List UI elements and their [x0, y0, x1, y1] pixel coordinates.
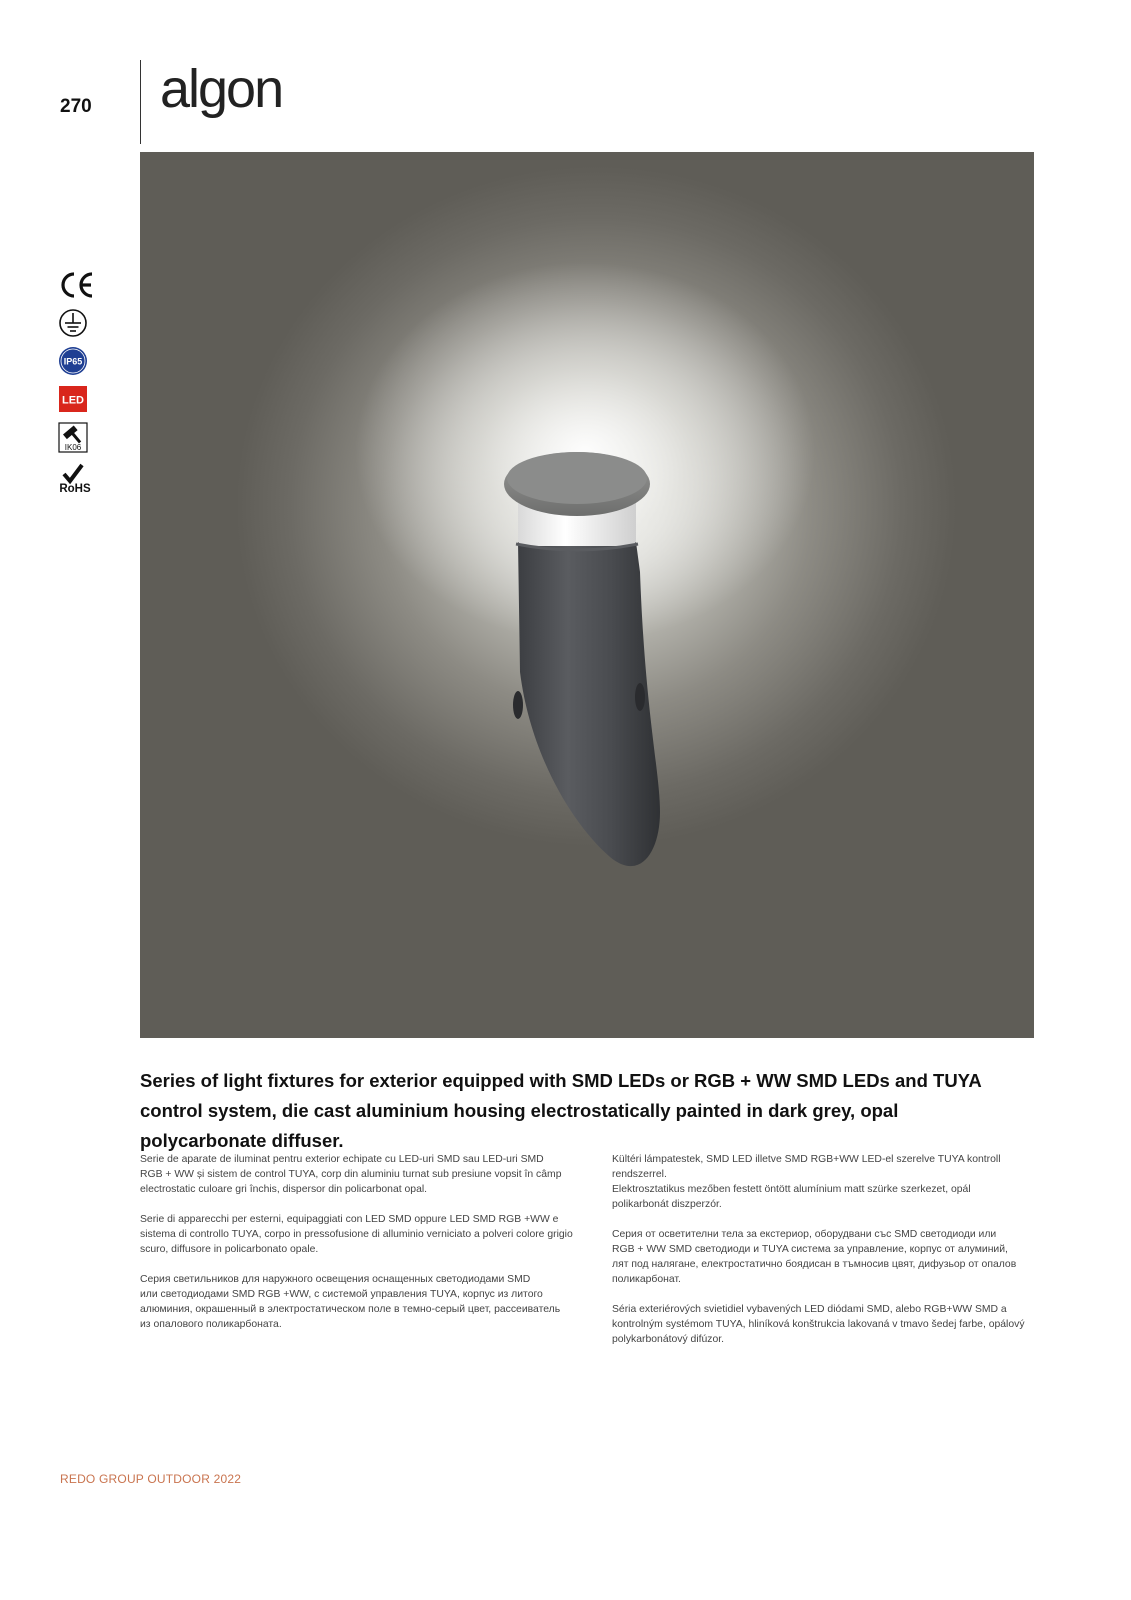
description-russian: Серия светильников для наружного освещения оснащенных светодиодами SMD или светодиодами SMD RGB +WW, с системой управления TUYA, корпус из литого алюминия, окрашенный в электростатическом поле в темно-серый цвет, рассеиватель из опалового поликарбоната.	[140, 1274, 561, 1330]
translations-left-column	[140, 1152, 590, 1347]
ik06-icon	[58, 422, 90, 454]
description-slovak: Séria exteriérových svietidiel vybavených LED diódami SMD, alebo RGB+WW SMD a kontrolným systémom TUYA, hliníková konštrukcia lakovaná v tmavo šedej farbe, opálový polykarbonátový difúzor.	[612, 1304, 1025, 1345]
description-italian: Serie di apparecchi per esterni, equipaggiati con LED SMD oppure LED SMD RGB +WW e sistema di controllo TUYA, corpo in pressofusione di alluminio verniciato a polveri colore grigio scuro, diffusore in policarbonato opale.	[140, 1214, 573, 1255]
page-number: 270	[60, 96, 92, 117]
svg-text:IK06: IK06	[64, 443, 82, 452]
svg-text:LED: LED	[62, 394, 84, 407]
description-hungarian: Kültéri lámpatestek, SMD LED illetve SMD RGB+WW LED-el szerelve TUYA kontroll rendszerrel. Elektrosztatikus mezőben festett öntött alumínium matt szürke szerkezet, opál polikarbonát diszperzór.	[612, 1154, 1001, 1210]
lead-description: Series of light fixtures for exterior equipped with SMD LEDs or RGB + WW SMD LEDs and TUYA control system, die cast aluminium housing electrostatically painted in dark grey, opal polycarbonate diffuser.	[140, 1070, 981, 1151]
description-bulgarian: Серия от осветителни тела за екстериор, оборудвани със SMD светодиоди или RGB + WW SMD светодиоди и TUYA система за управление, корпус от алуминий, лят под налягане, електростатично боядисан в тъмносив цвят, дифузьор от опалов поликарбонат.	[612, 1229, 1017, 1285]
ip65-icon	[58, 346, 90, 376]
wall-lamp-illustration	[140, 152, 1034, 1038]
earth-ground-icon	[58, 308, 90, 338]
svg-text:RoHS: RoHS	[59, 483, 91, 494]
product-title: algon	[160, 59, 283, 119]
rohs-icon	[58, 462, 96, 494]
description-romanian: Serie de aparate de iluminat pentru exterior echipate cu LED-uri SMD sau LED-uri SMD RGB + WW și sistem de control TUYA, corp din aluminiu turnat sub presiune vopsit în câmp electrostatic culoare gri închis, dispersor din policarbonat opal.	[140, 1154, 562, 1195]
wall-mount-left	[513, 691, 523, 719]
wall-mount-right	[635, 683, 645, 711]
translations-right-column	[612, 1152, 1036, 1362]
title-divider	[140, 60, 141, 144]
certification-icons	[58, 270, 94, 502]
footer-text: REDO GROUP OUTDOOR 2022	[60, 1472, 242, 1486]
led-icon	[58, 384, 90, 414]
svg-text:IP65: IP65	[63, 356, 83, 367]
product-photo	[140, 152, 1034, 1038]
ce-mark-icon	[58, 270, 96, 300]
